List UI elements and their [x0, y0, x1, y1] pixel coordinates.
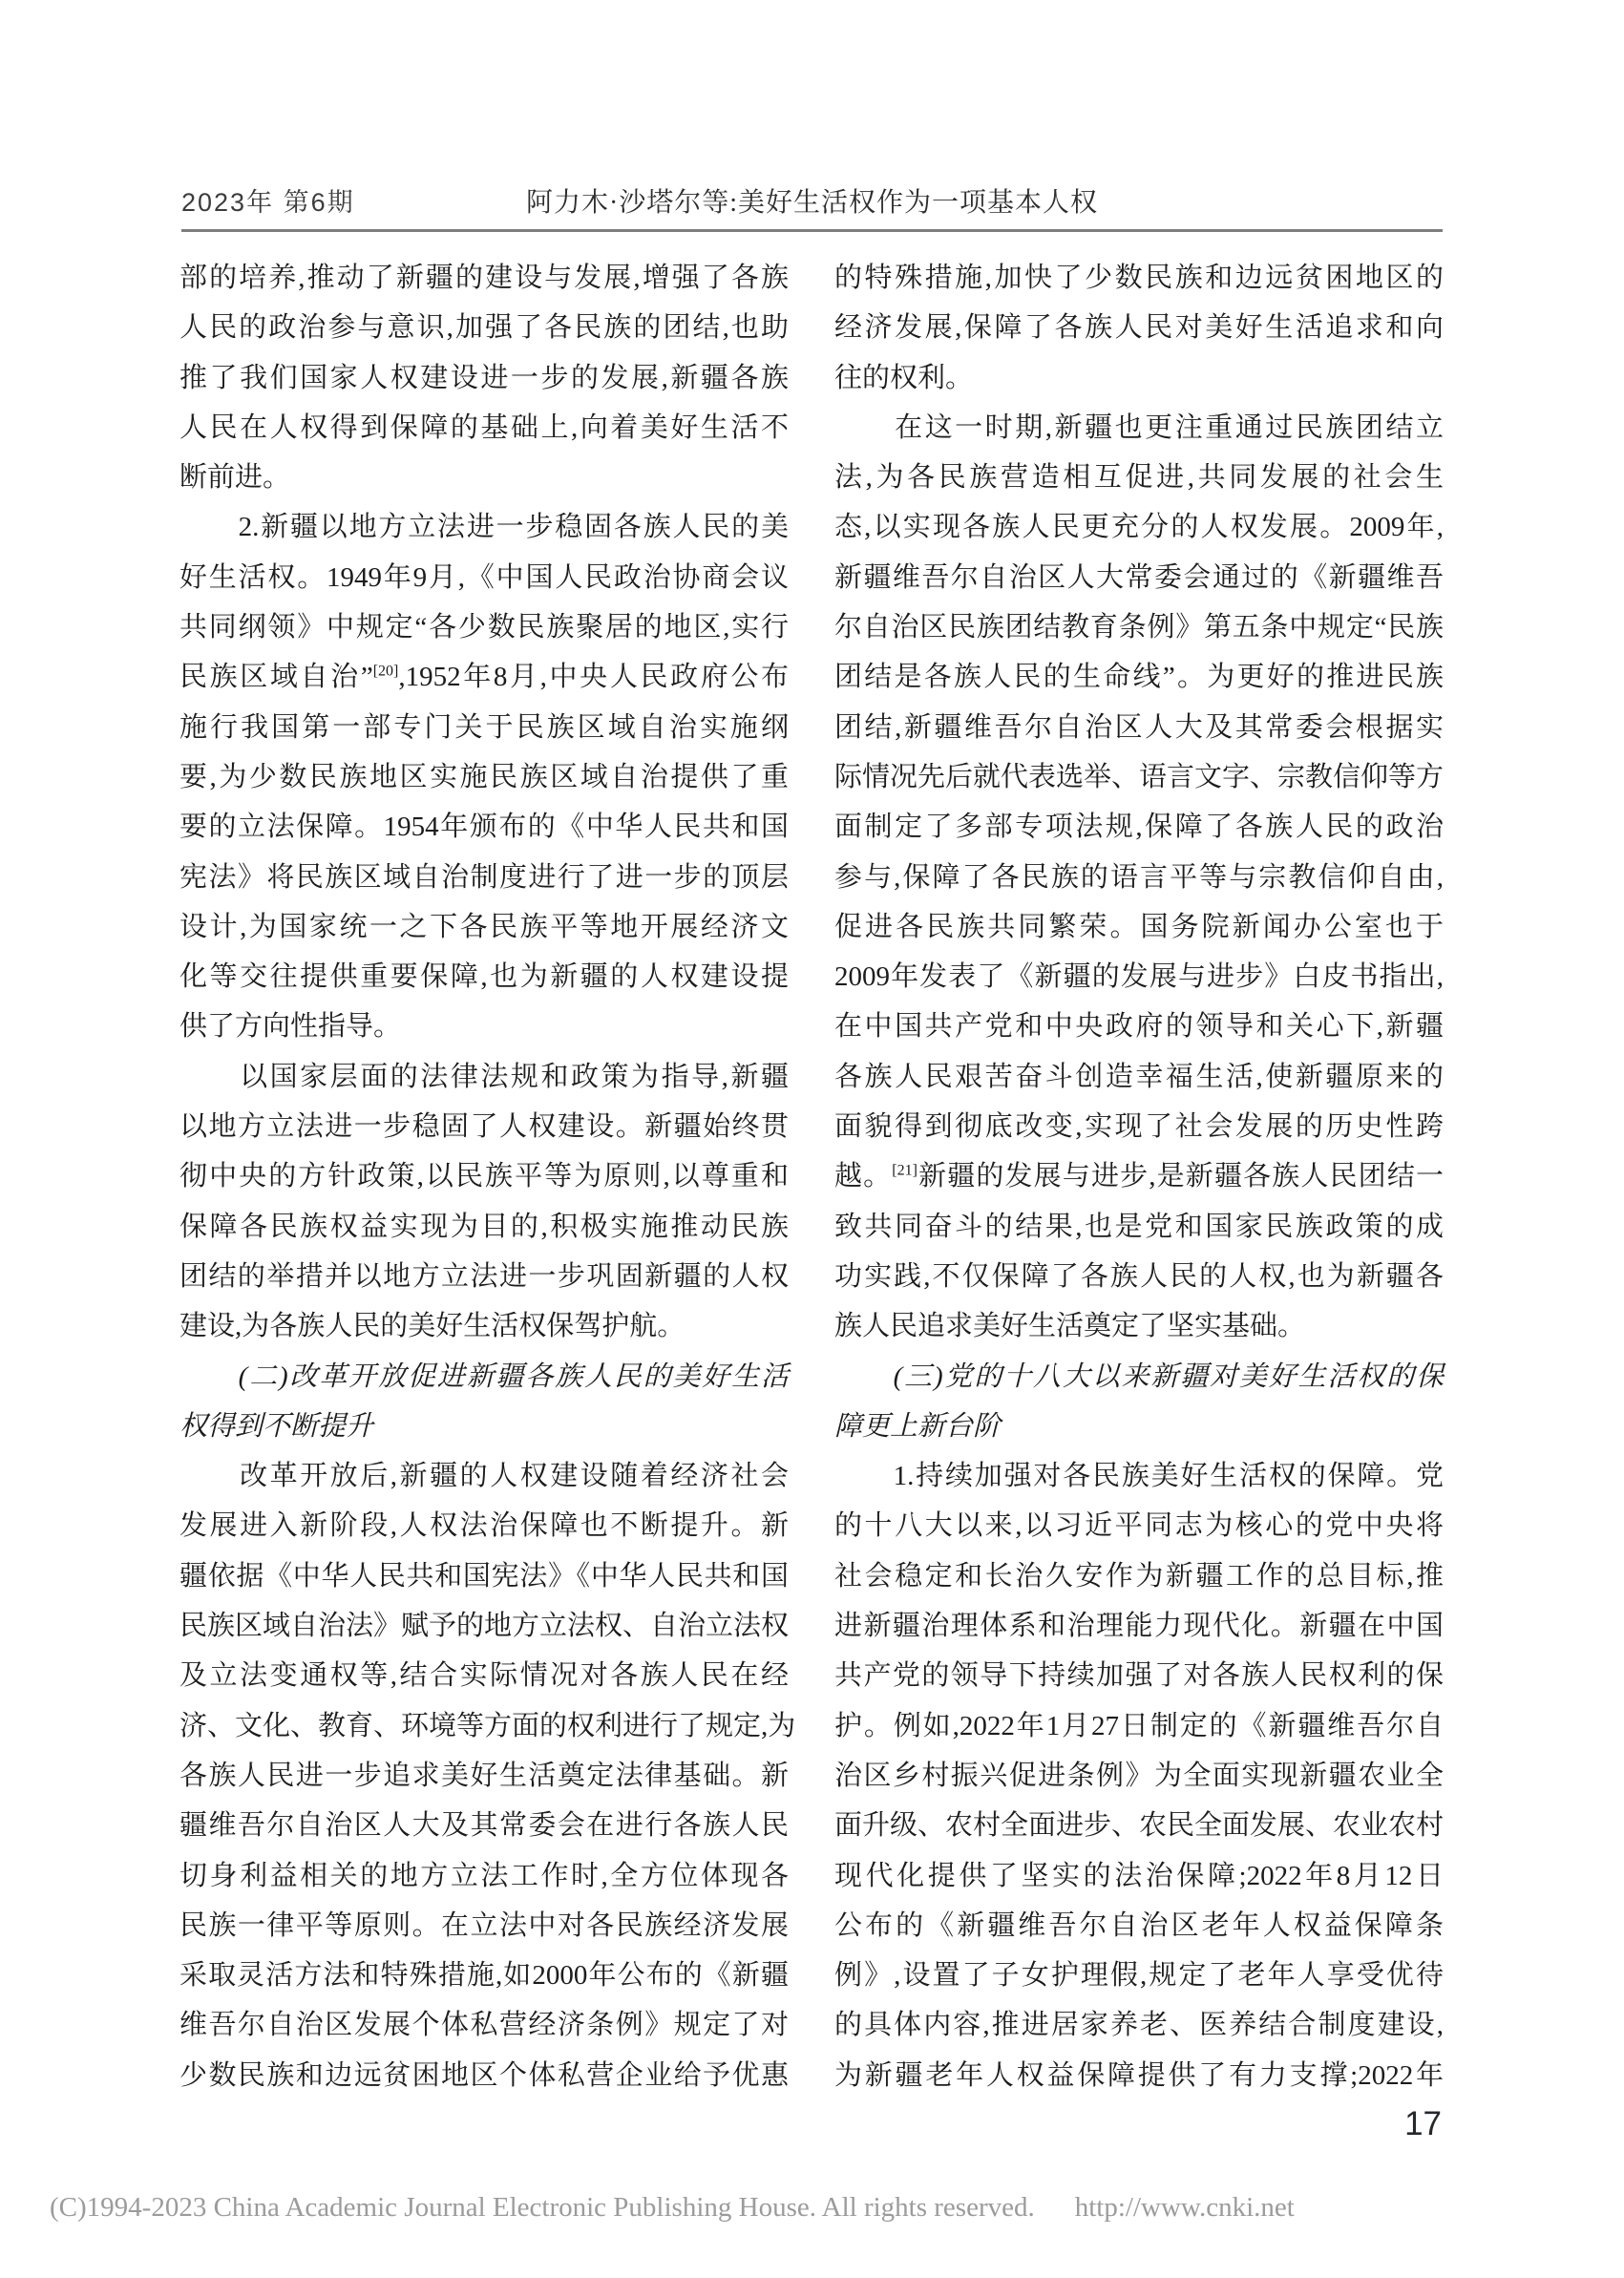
text-line: 促进各民族共同繁荣。国务院新闻办公室也于 — [834, 911, 1444, 942]
paragraph — [834, 253, 1444, 403]
paragraph — [179, 1052, 789, 1352]
text-line: 疆维吾尔自治区人大及其常委会在进行各族人民 — [179, 1810, 789, 1842]
text-line: 现代化提供了坚实的法治保障;2022年8月12日 — [834, 1860, 1444, 1891]
page-header — [181, 181, 1443, 220]
text-line: 权得到不断提升 — [179, 1410, 374, 1442]
text-line: 在中国共产党和中央政府的领导和关心下,新疆 — [834, 1011, 1444, 1043]
page-footer — [50, 2192, 1586, 2224]
paragraph — [179, 502, 789, 1051]
text-line: 济、文化、教育、环境等方面的权利进行了规定,为 — [179, 1710, 796, 1741]
text-line: 的具体内容,推进居家养老、医养结合制度建设, — [834, 2010, 1444, 2041]
column-left — [179, 253, 796, 2100]
paragraph — [179, 253, 789, 502]
text-line: 切身利益相关的地方立法工作时,全方位体现各 — [179, 1860, 789, 1891]
text-line: 发展进入新阶段,人权法治保障也不断提升。新 — [179, 1510, 789, 1542]
text-line: 例》,设置了子女护理假,规定了老年人享受优待 — [834, 1960, 1444, 1992]
text-line: 维吾尔自治区发展个体私营经济条例》规定了对 — [179, 2010, 789, 2041]
text-line: 2009年发表了《新疆的发展与进步》白皮书指出, — [834, 961, 1444, 993]
running-title: 阿力木·沙塔尔等:美好生活权作为一项基本人权 — [525, 188, 1099, 218]
text-line: 断前进。 — [179, 462, 291, 494]
text-line: 越。[21]新疆的发展与进步,是新疆各族人民团结一 — [834, 1161, 1444, 1192]
text-line: 改革开放后,新疆的人权建设随着经济社会 — [179, 1461, 789, 1492]
text-line: 团结是各族人民的生命线”。为更好的推进民族 — [834, 662, 1444, 693]
text-line: 人民的政治参与意识,加强了各民族的团结,也助 — [179, 312, 789, 344]
footnote-ref: [21] — [892, 1162, 917, 1179]
issue-label: 2023年 第6期 — [181, 188, 355, 217]
text-line: 障更上新台阶 — [834, 1410, 1002, 1442]
text-line: 团结,新疆维吾尔自治区人大及其常委会根据实 — [834, 711, 1444, 743]
text-line: 各族人民艰苦奋斗创造幸福生活,使新疆原来的 — [834, 1061, 1444, 1092]
footnote-ref: [20] — [372, 663, 399, 680]
section-heading — [834, 1352, 1444, 1452]
text-line: 推了我们国家人权建设进一步的发展,新疆各族 — [179, 362, 789, 393]
cnki-url: http://www.cnki.net — [1074, 2192, 1295, 2223]
text-line: 参与,保障了各民族的语言平等与宗教信仰自由, — [834, 861, 1444, 893]
header-rule — [181, 229, 1443, 232]
text-line: 团结的举措并以地方立法进一步巩固新疆的人权 — [179, 1260, 789, 1292]
text-line: 建设,为各族人民的美好生活权保驾护航。 — [179, 1311, 685, 1342]
text-line: 及立法变通权等,结合实际情况对各族人民在经 — [179, 1660, 789, 1692]
text-line: 各族人民进一步追求美好生活奠定法律基础。新 — [179, 1760, 789, 1791]
column-right — [834, 253, 1444, 2100]
text-line: 态,以实现各族人民更充分的人权发展。2009年, — [834, 512, 1444, 543]
text-line: 民族区域自治”[20],1952年8月,中央人民政府公布 — [179, 662, 789, 693]
text-line: 法,为各民族营造相互促进,共同发展的社会生 — [834, 462, 1444, 494]
text-line: 疆依据《中华人民共和国宪法》《中华人民共和国 — [179, 1560, 789, 1592]
text-line: 少数民族和边远贫困地区个体私营企业给予优惠 — [179, 2059, 789, 2091]
text-line: 人民在人权得到保障的基础上,向着美好生活不 — [179, 411, 789, 443]
text-line: (三)党的十八大以来新疆对美好生活权的保 — [834, 1360, 1444, 1392]
text-line: 化等交往提供重要保障,也为新疆的人权建设提 — [179, 961, 789, 993]
text-line: 采取灵活方法和特殊措施,如2000年公布的《新疆 — [179, 1960, 789, 1992]
copyright-notice: (C)1994-2023 China Academic Journal Electronic Publishing House. All rights reserved. — [50, 2192, 1035, 2223]
paragraph — [179, 1451, 796, 2100]
text-line: 共产党的领导下持续加强了对各族人民权利的保 — [834, 1660, 1444, 1692]
text-line: 民族一律平等原则。在立法中对各民族经济发展 — [179, 1909, 789, 1941]
text-line: 以地方立法进一步稳固了人权建设。新疆始终贯 — [179, 1111, 789, 1143]
text-line: 2.新疆以地方立法进一步稳固各族人民的美 — [179, 512, 789, 543]
text-line: 保障各民族权益实现为目的,积极实施推动民族 — [179, 1211, 789, 1242]
text-line: 1.持续加强对各民族美好生活权的保障。党 — [834, 1461, 1444, 1492]
text-line: 好生活权。1949年9月,《中国人民政治协商会议 — [179, 561, 789, 593]
text-line: 共同纲领》中规定“各少数民族聚居的地区,实行 — [179, 612, 789, 643]
text-line: 为新疆老年人权益保障提供了有力支撑;2022年 — [834, 2059, 1444, 2091]
text-line: 治区乡村振兴促进条例》为全面实现新疆农业全 — [834, 1760, 1444, 1791]
text-line: 供了方向性指导。 — [179, 1011, 402, 1043]
text-line: 新疆维吾尔自治区人大常委会通过的《新疆维吾 — [834, 561, 1444, 593]
text-line: 往的权利。 — [834, 362, 974, 393]
text-line: 公布的《新疆维吾尔自治区老年人权益保障条 — [834, 1909, 1444, 1941]
text-columns — [179, 253, 1444, 2100]
text-line: 族人民追求美好生活奠定了坚实基础。 — [834, 1311, 1306, 1342]
text-line: 在这一时期,新疆也更注重通过民族团结立 — [834, 411, 1444, 443]
paragraph — [834, 403, 1444, 1352]
text-line: (二)改革开放促进新疆各族人民的美好生活 — [179, 1360, 789, 1392]
paragraph — [834, 1451, 1444, 2100]
text-line: 经济发展,保障了各族人民对美好生活追求和向 — [834, 312, 1444, 344]
text-line: 以国家层面的法律法规和政策为指导,新疆 — [179, 1061, 789, 1092]
text-line: 面制定了多部专项法规,保障了各族人民的政治 — [834, 812, 1444, 843]
text-line: 功实践,不仅保障了各族人民的人权,也为新疆各 — [834, 1260, 1444, 1292]
text-line: 施行我国第一部专门关于民族区域自治实施纲 — [179, 711, 789, 743]
text-line: 设计,为国家统一之下各民族平等地开展经济文 — [179, 911, 789, 942]
text-line: 尔自治区民族团结教育条例》第五条中规定“民族 — [834, 612, 1444, 643]
text-line: 际情况先后就代表选举、语言文字、宗教信仰等方 — [834, 761, 1445, 792]
text-line: 宪法》将民族区域自治制度进行了进一步的顶层 — [179, 861, 789, 893]
text-line: 民族区域自治法》赋予的地方立法权、自治立法权 — [179, 1611, 790, 1642]
text-line: 的特殊措施,加快了少数民族和边远贫困地区的 — [834, 263, 1444, 293]
text-line: 进新疆治理体系和治理能力现代化。新疆在中国 — [834, 1611, 1444, 1642]
text-line: 部的培养,推动了新疆的建设与发展,增强了各族 — [179, 263, 789, 293]
text-line: 致共同奋斗的结果,也是党和国家民族政策的成 — [834, 1211, 1444, 1242]
text-line: 的十八大以来,以习近平同志为核心的党中央将 — [834, 1510, 1444, 1542]
text-line: 护。例如,2022年1月27日制定的《新疆维吾尔自 — [834, 1710, 1444, 1741]
text-line: 面升级、农村全面进步、农民全面发展、农业农村 — [834, 1810, 1445, 1842]
text-line: 要的立法保障。1954年颁布的《中华人民共和国 — [179, 812, 789, 843]
text-line: 彻中央的方针政策,以民族平等为原则,以尊重和 — [179, 1161, 789, 1192]
section-heading — [179, 1352, 789, 1452]
text-line: 要,为少数民族地区实施民族区域自治提供了重 — [179, 761, 789, 792]
text-line: 面貌得到彻底改变,实现了社会发展的历史性跨 — [834, 1111, 1444, 1143]
text-line: 社会稳定和长治久安作为新疆工作的总目标,推 — [834, 1560, 1444, 1592]
page-number: 17 — [1404, 2105, 1442, 2142]
